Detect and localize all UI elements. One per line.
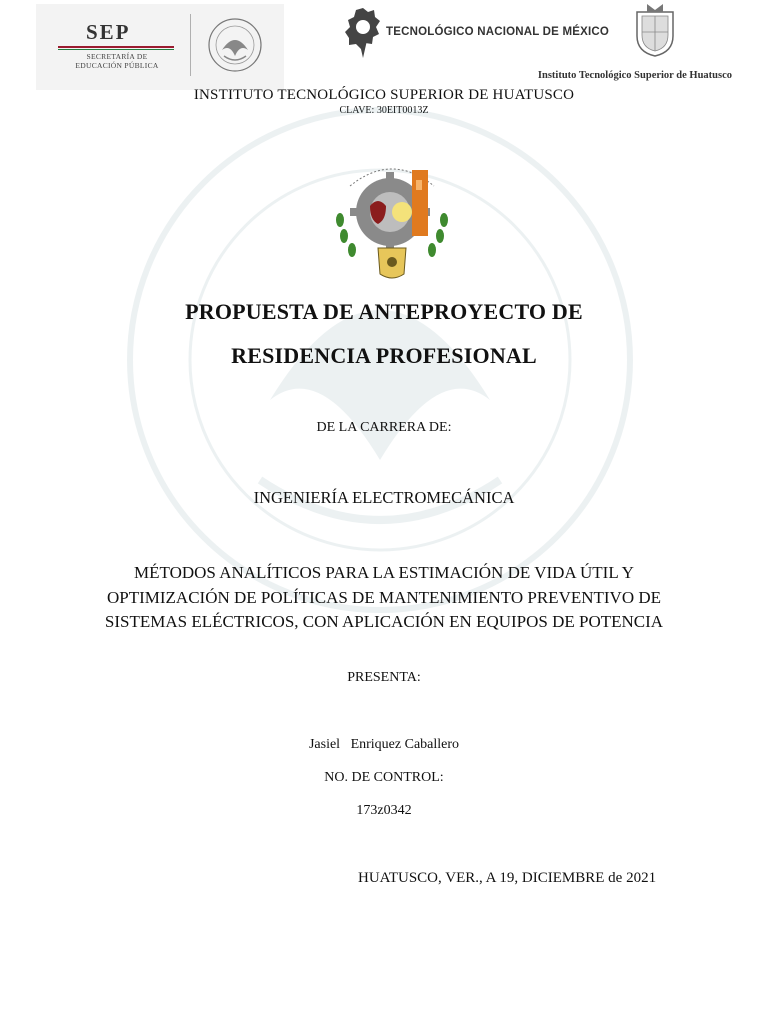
mexico-seal-icon — [200, 16, 270, 74]
presenta-label: PRESENTA: — [347, 670, 421, 685]
place-and-date: HUATUSCO, VER., A 19, DICIEMBRE de 2021 — [358, 870, 657, 886]
document-title-line1: PROPUESTA DE ANTEPROYECTO DE — [185, 299, 583, 324]
sep-subtitle — [52, 52, 182, 70]
sep-subtitle-line1: SECRETARÍA DE — [86, 52, 148, 61]
sep-logo — [52, 18, 182, 74]
institution-name: INSTITUTO TECNOLÓGICO SUPERIOR DE HUATUSCO — [193, 87, 575, 103]
career-name: INGENIERÍA ELECTROMECÁNICA — [253, 488, 515, 507]
project-title: MÉTODOS ANALÍTICOS PARA LA ESTIMACIÓN DE VIDA ÚTIL Y OPTIMIZACIÓN DE POLÍTICAS DE MANTENIMIENTO PREVENTIVO DE SISTEMAS ELÉCTRICOS, CON APLICACIÓN EN EQUIPOS DE POTENCIA — [104, 563, 664, 631]
sep-rule-red — [58, 46, 174, 48]
tecnm-gear-icon — [344, 6, 382, 60]
tecnm-name: TECNOLÓGICO NACIONAL DE MÉXICO — [386, 26, 610, 38]
student-name: Jasiel Enriquez Caballero — [308, 737, 460, 752]
document-title-line2: RESIDENCIA PROFESIONAL — [231, 343, 537, 368]
sep-rule-green — [58, 49, 174, 50]
institute-logo — [320, 150, 464, 284]
header-divider — [190, 14, 191, 76]
institution-clave: CLAVE: 30EIT0013Z — [339, 105, 429, 116]
career-label: DE LA CARRERA DE: — [316, 420, 452, 435]
sep-title: SEP — [86, 20, 131, 44]
control-number-value: 173z0342 — [356, 803, 412, 818]
control-number-label: NO. DE CONTROL: — [324, 770, 444, 785]
header-institute-caption: Instituto Tecnológico Superior de Huatusco — [537, 70, 732, 81]
state-crest-icon — [632, 2, 678, 58]
sep-subtitle-line2: EDUCACIÓN PÚBLICA — [75, 61, 159, 70]
